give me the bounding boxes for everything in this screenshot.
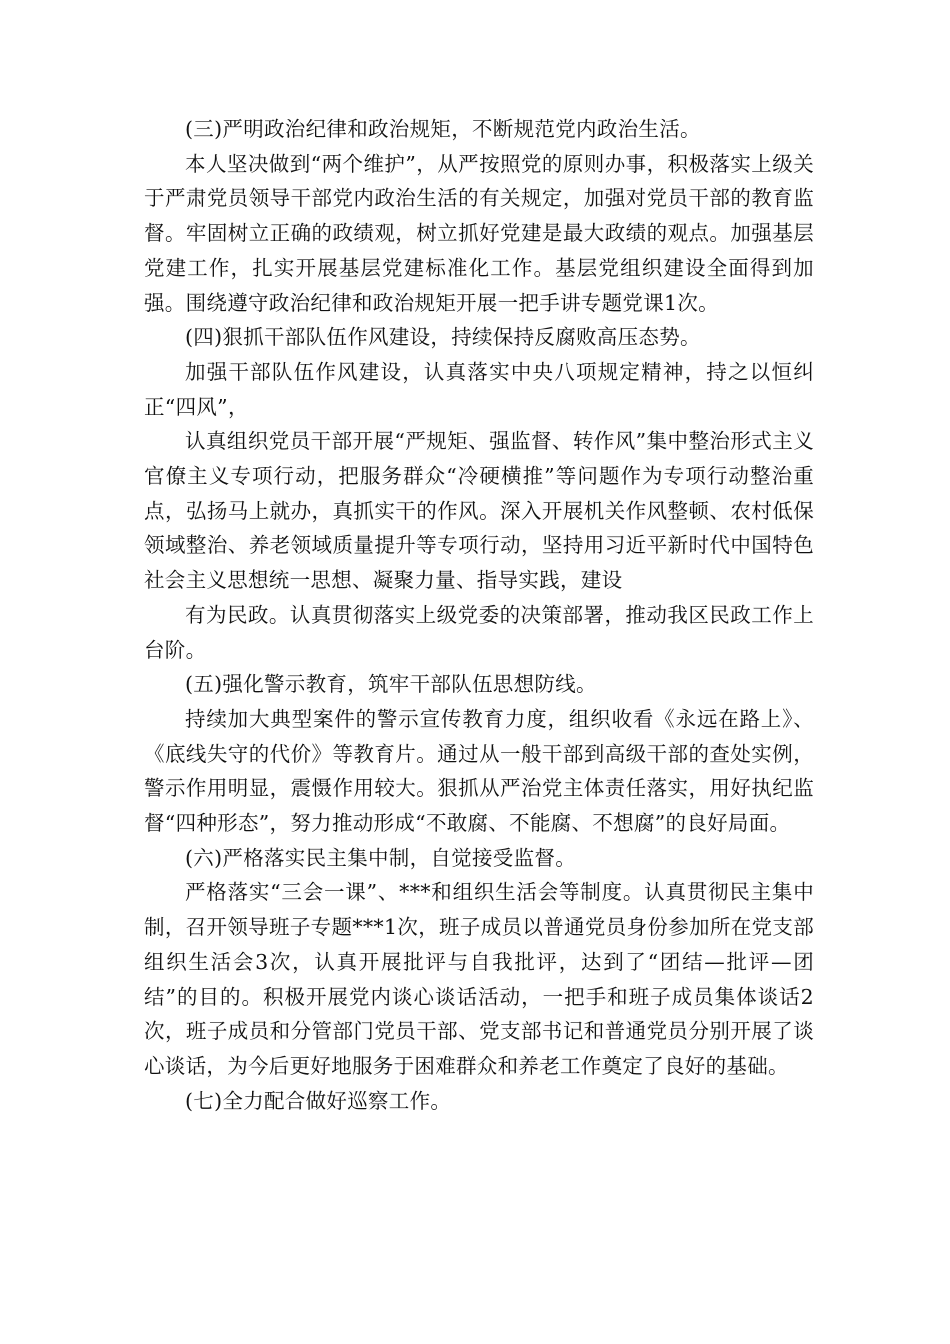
- section-heading-6: (六)严格落实民主集中制，自觉接受监督。: [185, 845, 576, 870]
- paragraph: 有为民政。认真贯彻落实上级党委的决策部署，推动我区民政工作上台阶。: [144, 602, 814, 662]
- document-body: [144, 112, 814, 1118]
- section-heading-3: (三)严明政治纪律和政治规矩，不断规范党内政治生活。: [185, 117, 701, 141]
- section-heading-4: (四)狠抓干部队伍作风建设，持续保持反腐败高压态势。: [185, 325, 701, 350]
- paragraph: 严格落实“三会一课”、***和组织生活会等制度。认真贯彻民主集中制，召开领导班子专题***1次，班子成员以普通党员身份参加所在党支部组织生活会3次，认真开展批评与自我批评，达到了“团结—批评—团结”的目的。积极开展党内谈心谈话活动，一把手和班子成员集体谈话2次，班子成员和分管部门党员干部、党支部书记和普通党员分别开展了谈心谈话，为今后更好地服务于困难群众和养老工作奠定了良好的基础。: [144, 880, 814, 1078]
- section-heading-7: (七)全力配合做好巡察工作。: [185, 1088, 452, 1113]
- paragraph: 本人坚决做到“两个维护”，从严按照党的原则办事，积极落实上级关于严肃党员领导干部党内政治生活的有关规定，加强对党员干部的教育监督。牢固树立正确的政绩观，树立抓好党建是最大政绩的观点。加强基层党建工作，扎实开展基层党建标准化工作。基层党组织建设全面得到加强。围绕遵守政治纪律和政治规矩开展一把手讲专题党课1次。: [144, 151, 814, 315]
- section-heading-5: (五)强化警示教育，筑牢干部队伍思想防线。: [185, 672, 597, 697]
- paragraph: 认真组织党员干部开展“严规矩、强监督、转作风”集中整治形式主义官僚主义专项行动，把服务群众“冷硬横推”等问题作为专项行动整治重点，弘扬马上就办，真抓实干的作风。深入开展机关作风整顿、农村低保领域整治、养老领域质量提升等专项行动，坚持用习近平新时代中国特色社会主义思想统一思想、凝聚力量、指导实践，建设: [144, 429, 814, 593]
- paragraph: 加强干部队伍作风建设，认真落实中央八项规定精神，持之以恒纠正“四风”，: [144, 359, 814, 419]
- paragraph: 持续加大典型案件的警示宣传教育力度，组织收看《永远在路上》、《底线失守的代价》等教育片。通过从一般干部到高级干部的查处实例，警示作用明显，震慑作用较大。狠抓从严治党主体责任落实，用好执纪监督“四种形态”，努力推动形成“不敢腐、不能腐、不想腐”的良好局面。: [144, 706, 814, 836]
